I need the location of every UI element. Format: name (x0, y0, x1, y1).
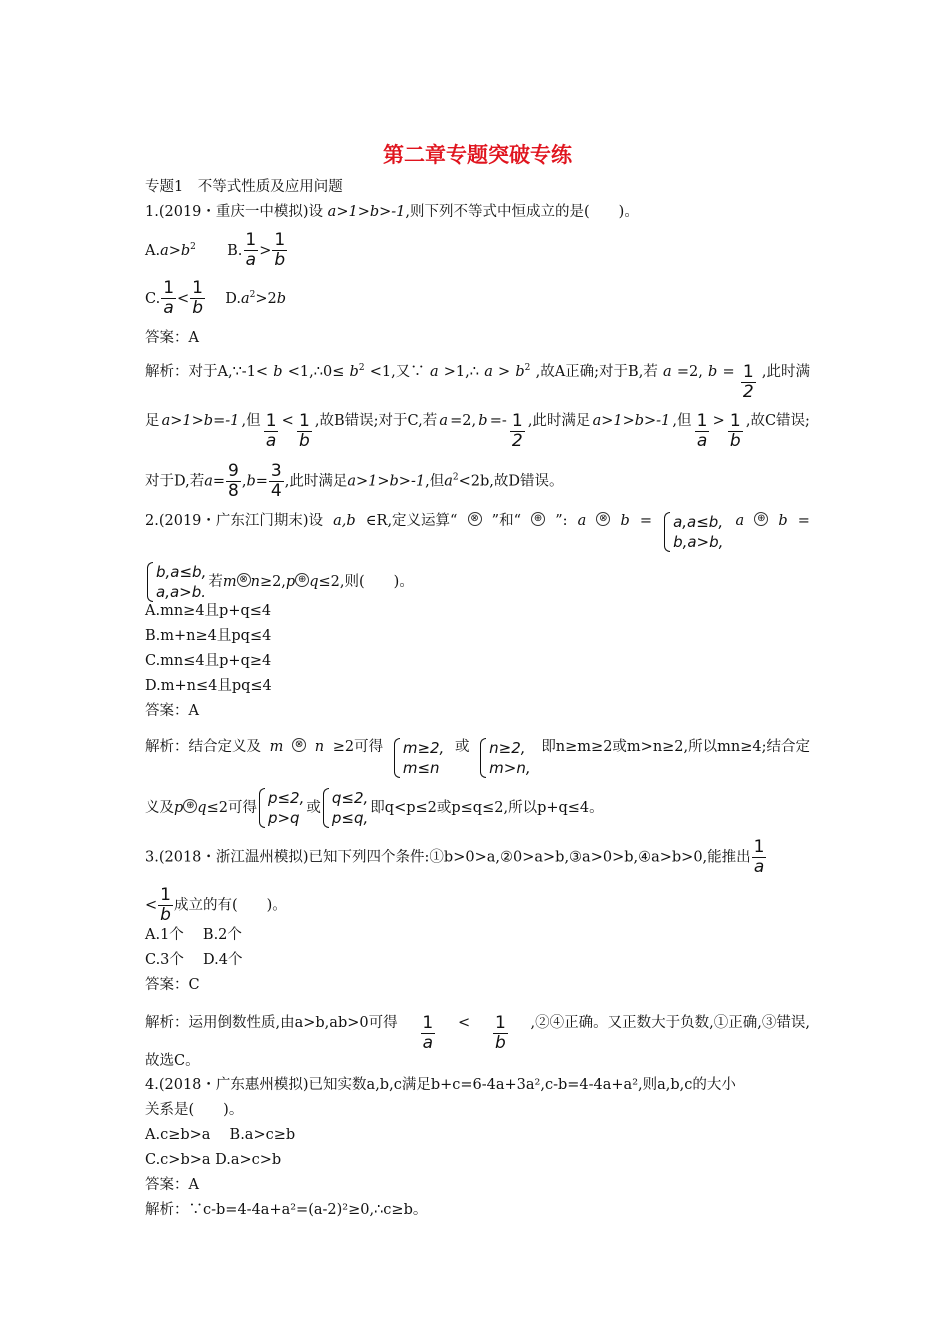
q3-stem-line2: < $\frac{1}{b}$ 成立的有( )。 (145, 885, 287, 925)
q2-stem-line1: 2.(2019・广东江门期末)设 a,b ∈R,定义运算“ ⊗ ”和“ ⊕ ”: a ⊗ b = a,a≤b, b,a>b, a ⊕ b = (145, 513, 810, 551)
fraction: $\frac{1}{b}$ (494, 1013, 506, 1053)
fraction: $\frac{1}{b}$ (160, 885, 171, 925)
q1-analysis-line1: 解析：对于A,∵-1< b <1,∴0≤ $b^2$ <1,又∵ a >1,∴ a > $b^2$ ,故A正确;对于B,若 a =2, b = $\frac{1}{2}$ ,此时满 (145, 362, 810, 402)
q2-optA: A.mn≥4且p+q≤4 (145, 603, 272, 619)
oplus-symbol: ⊕ (754, 512, 768, 526)
q1-analysis-line3: 对于D,若a= $\frac{9}{8}$ ,b= $\frac{3}{4}$ ,此时满足a>1>b>-1,但$a^2<2b$,故D错误。 (145, 461, 564, 501)
piecewise-system: p≤2, p>q (259, 788, 304, 828)
page-title: 第二章专题突破专练 (383, 142, 572, 167)
fraction: $\frac{1}{b}$ (192, 278, 203, 318)
oplus-symbol: ⊕ (531, 512, 545, 526)
q1-answer: 答案：A (145, 330, 199, 346)
q3-answer: 答案：C (145, 977, 200, 993)
otimes-symbol: ⊗ (596, 512, 610, 526)
q4-stem-line1: 4.(2018・广东惠州模拟)已知实数a,b,c满足b+c=6-4a+3a²,c-b=4-4a+a²,则a,b,c的大小 (145, 1077, 736, 1093)
fraction: $\frac{1}{a}$ (422, 1013, 434, 1053)
q2-optB: B.m+n≥4且pq≤4 (145, 628, 272, 644)
fraction: $\frac{1}{a}$ (753, 837, 765, 877)
q1-stem-post: ,则下列不等式中恒成立的是( )。 (405, 204, 639, 220)
q2-analysis-line1: 解析：结合定义及 m ⊗ n ≥2可得 m≥2, m≤n 或 n≥2, m>n, 即n≥m≥2或m>n≥2,所以mn≥4;结合定 (145, 739, 810, 777)
fraction: $\frac{1}{b}$ (298, 411, 310, 451)
fraction: $\frac{1}{b}$ (729, 411, 741, 451)
q1-stem-pre: 1.(2019・重庆一中模拟)设 (145, 204, 328, 220)
q4-options-ab: A.c≥b>a B.a>c≥b (145, 1127, 296, 1143)
fraction: $\frac{9}{8}$ (228, 461, 239, 501)
q3-stem-line1: 3.(2018・浙江温州模拟)已知下列四个条件:①b>0>a,②0>a>b,③a>0>b,④a>b>0,能推出 $\frac{1}{a}$ (145, 837, 765, 877)
piecewise-system: n≥2, m>n, (480, 738, 530, 778)
q4-analysis: 解析：∵c-b=4-4a+a²=(a-2)²≥0,∴c≥b。 (145, 1202, 428, 1218)
otimes-symbol: ⊗ (292, 738, 306, 752)
q2-analysis-line2: 义及p ⊕ q≤2可得 p≤2, p>q 或 q≤2, p≤q, 即q<p≤2或p≤q≤2,所以p+q≤4。 (145, 789, 604, 827)
q4-answer: 答案：A (145, 1177, 199, 1193)
q1-optB: B. $\frac{1}{a}$ > $\frac{1}{b}$ (227, 230, 286, 270)
topic-heading: 专题1 不等式性质及应用问题 (145, 179, 343, 195)
q2-optD: D.m+n≤4且pq≤4 (145, 678, 272, 694)
fraction: $\frac{1}{b}$ (274, 230, 286, 270)
fraction: $\frac{1}{a}$ (245, 230, 257, 270)
piecewise-system: a,a≤b, b,a>b, (664, 512, 723, 552)
otimes-symbol: ⊗ (468, 512, 482, 526)
piecewise-system: q≤2, p≤q, (323, 788, 368, 828)
q2-stem-line2: b,a≤b, a,a>b. 若m ⊗ n≥2,p ⊕ q≤2,则( )。 (145, 562, 414, 602)
oplus-symbol: ⊕ (183, 799, 197, 813)
q1-stem-math: a>1>b>-1 (327, 204, 406, 220)
fraction: $\frac{1}{a}$ (696, 411, 708, 451)
q3-options-ab: A.1个 B.2个 (145, 927, 242, 943)
q3-analysis-line1: 解析：运用倒数性质,由a>b,ab>0可得 $\frac{1}{a}$ < $\frac{1}{b}$ ,②④正确。又正数大于负数,①正确,③错误, (145, 1013, 810, 1053)
fraction: $\frac{1}{a}$ (265, 411, 277, 451)
q1-analysis-line2: 足 a>1>b=-1 ,但 $\frac{1}{a}$ < $\frac{1}{b}$ ,故B错误;对于C,若 a =2, b =- $\frac{1}{2}$ ,此时满足 a>1>b>-1 ,但 $\frac{1}{a}$ > $\frac{1}{b}$ ,故C错误; (145, 411, 810, 451)
q1-optD: $D.a^2>2b$ (225, 289, 286, 307)
q1-optC: C. $\frac{1}{a}$ < $\frac{1}{b}$ (145, 278, 203, 318)
fraction: $\frac{1}{2}$ (511, 411, 523, 451)
fraction: $\frac{1}{2}$ (742, 362, 754, 402)
oplus-symbol: ⊕ (295, 573, 309, 587)
otimes-symbol: ⊗ (237, 573, 251, 587)
q2-answer: 答案：A (145, 703, 199, 719)
q1-optA: $A.a>b^2$ (145, 241, 196, 259)
q4-stem-line2: 关系是( )。 (145, 1102, 244, 1118)
q3-analysis-line2: 故选C。 (145, 1053, 200, 1069)
q2-optC: C.mn≤4且p+q≥4 (145, 653, 272, 669)
q1-stem (145, 203, 639, 221)
q1-options-cd (145, 279, 286, 318)
q3-options-cd: C.3个 D.4个 (145, 952, 243, 968)
q1-options-ab (145, 231, 288, 270)
piecewise-system: m≥2, m≤n (394, 738, 445, 778)
fraction: $\frac{1}{a}$ (163, 278, 175, 318)
piecewise-system: b,a≤b, a,a>b. (147, 562, 206, 602)
q4-options-cd: C.c>b>a D.a>c>b (145, 1152, 282, 1168)
fraction: $\frac{3}{4}$ (270, 461, 282, 501)
